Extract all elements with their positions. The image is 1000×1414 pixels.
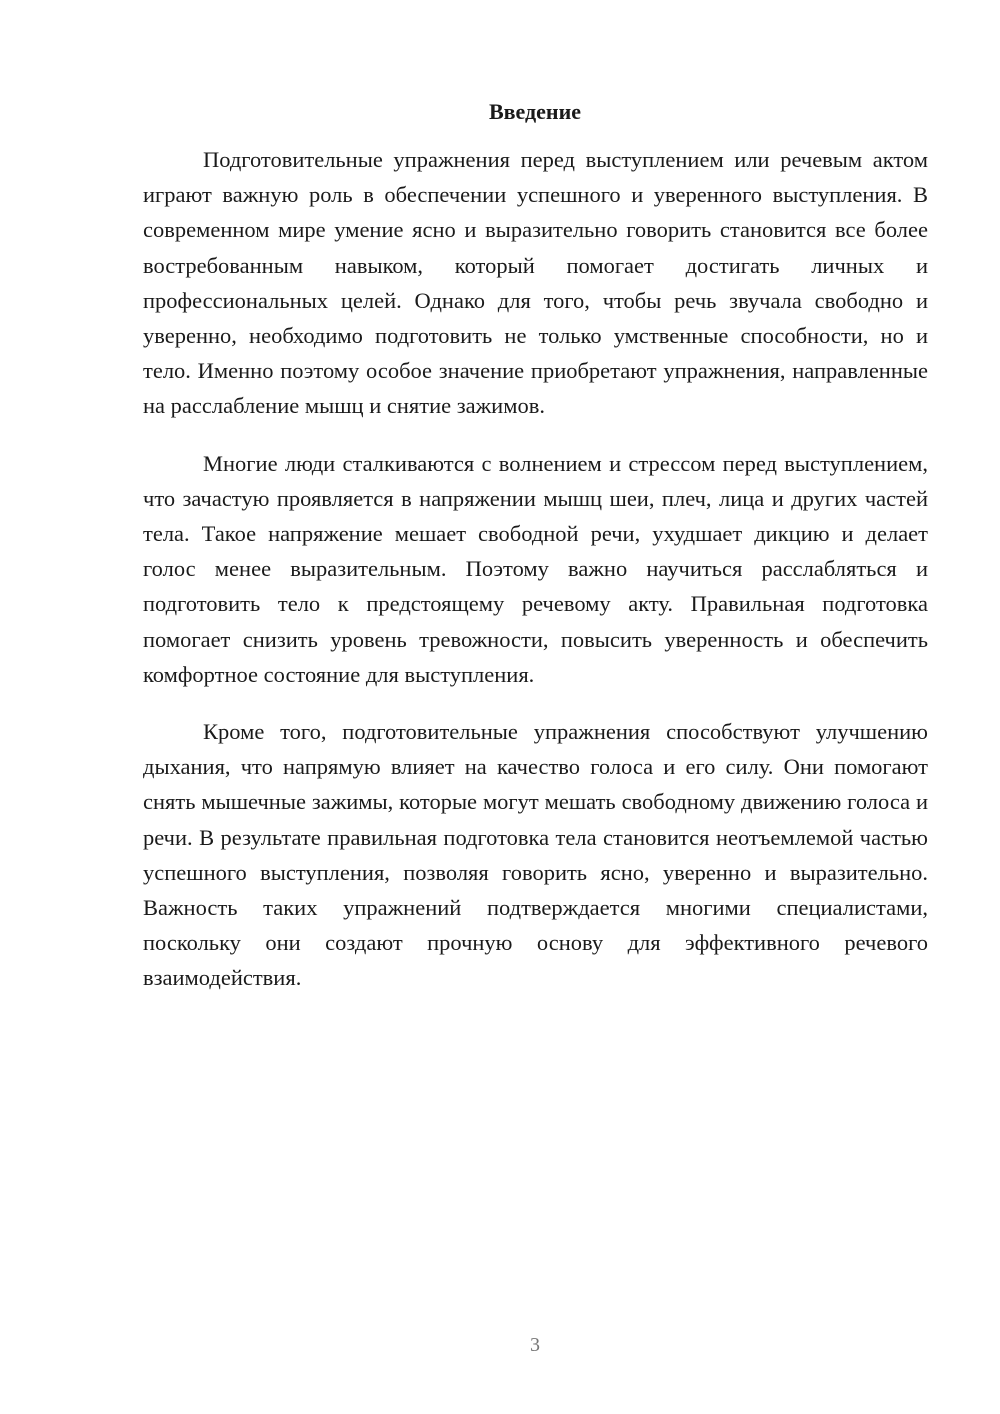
page-number: 3: [530, 1334, 540, 1356]
body-text: [143, 142, 928, 1018]
paragraph-1: Подготовительные упражнения перед выступлением или речевым актом играют важную роль в обеспечении успешного и уверенного выступления. В современном мире умение ясно и выразительно говорить становится все более востребованным навыком, который помогает достигать личных и профессиональных целей. Однако для того, чтобы речь звучала свободно и уверенно, необходимо подготовить не только умственные способности, но и тело. Именно поэтому особое значение приобретают упражнения, направленные на расслабление мышц и снятие зажимов.: [143, 147, 928, 419]
section-heading: Введение: [488, 99, 582, 124]
paragraph-3: Кроме того, подготовительные упражнения способствуют улучшению дыхания, что напрямую влияет на качество голоса и его силу. Они помогают снять мышечные зажимы, которые могут мешать свободному движению голоса и речи. В результате правильная подготовка тела становится неотъемлемой частью успешного выступления, позволяя говорить ясно, уверенно и выразительно. Важность таких упражнений подтверждается многими специалистами, поскольку они создают прочную основу для эффективного речевого взаимодействия.: [143, 719, 928, 991]
paragraph-2: Многие люди сталкиваются с волнением и стрессом перед выступлением, что зачастую проявляется в напряжении мышц шеи, плеч, лица и других частей тела. Такое напряжение мешает свободной речи, ухудшает дикцию и делает голос менее выразительным. Поэтому важно научиться расслабляться и подготовить тело к предстоящему речевому акту. Правильная подготовка помогает снизить уровень тревожности, повысить уверенность и обеспечить комфортное состояние для выступления.: [143, 450, 928, 687]
